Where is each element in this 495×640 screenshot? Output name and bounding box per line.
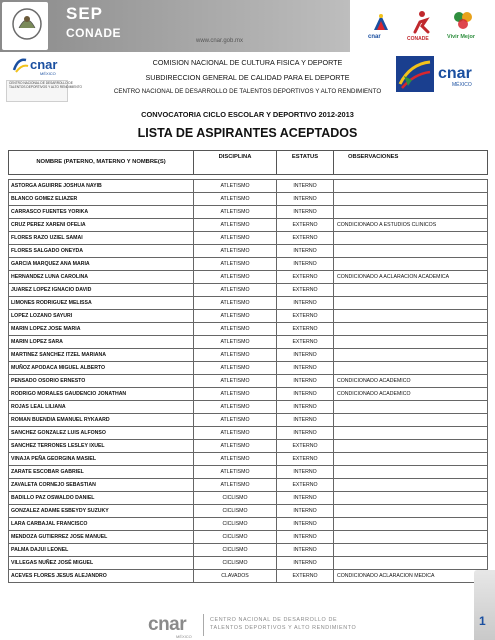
cell-status: EXTERNO	[277, 336, 334, 349]
cell-name: SANCHEZ GONZALEZ LUIS ALFONSO	[9, 427, 194, 440]
cell-status: INTERNO	[277, 206, 334, 219]
cell-observations: CONDICIONADO ACLARACION MEDICA	[334, 570, 488, 583]
cell-status: EXTERNO	[277, 219, 334, 232]
cell-name: LOPEZ LOZANO SAYURI	[9, 310, 194, 323]
cell-status: INTERNO	[277, 518, 334, 531]
org-line-subdireccion: SUBDIRECCION GENERAL DE CALIDAD PARA EL DEPORTE	[145, 73, 350, 82]
cell-discipline: CICLISMO	[194, 518, 277, 531]
cell-name: MENDOZA GUTIERREZ JOSE MANUEL	[9, 531, 194, 544]
cell-observations: CONDICIONADO ACADEMICO	[334, 375, 488, 388]
table-row	[9, 453, 488, 466]
cell-observations	[334, 206, 488, 219]
cell-discipline: ATLETISMO	[194, 349, 277, 362]
cell-observations	[334, 180, 488, 193]
cell-status: EXTERNO	[277, 440, 334, 453]
cell-name: MARTINEZ SANCHEZ ITZEL MARIANA	[9, 349, 194, 362]
cell-discipline: ATLETISMO	[194, 219, 277, 232]
cell-name: MUÑOZ APODACA MIGUEL ALBERTO	[9, 362, 194, 375]
cell-status: EXTERNO	[277, 271, 334, 284]
cell-discipline: ATLETISMO	[194, 336, 277, 349]
cell-name: FLORES SALGADO ONEYDA	[9, 245, 194, 258]
cell-discipline: ATLETISMO	[194, 453, 277, 466]
cell-observations	[334, 453, 488, 466]
table-row	[9, 323, 488, 336]
cell-name: PENSADO OSORIO ERNESTO	[9, 375, 194, 388]
cell-status: INTERNO	[277, 557, 334, 570]
centro-nacional-label-box	[6, 80, 83, 102]
cell-discipline: ATLETISMO	[194, 193, 277, 206]
footer-description-line-2: TALENTOS DEPORTIVOS Y ALTO RENDIMIENTO	[210, 625, 357, 631]
cell-observations	[334, 323, 488, 336]
cnar-small-logo-icon	[370, 12, 392, 34]
cell-status: INTERNO	[277, 180, 334, 193]
mexico-seal-frame	[2, 2, 48, 50]
org-line-centro: CENTRO NACIONAL DE DESARROLLO DE TALENTOS DEPORTIVOS Y ALTO RENDIMIENTO	[113, 88, 382, 95]
footer-cnar-wordmark: cnar	[148, 614, 187, 635]
cell-observations	[334, 414, 488, 427]
table-row	[9, 219, 488, 232]
cnar-left-mexico: MÉXICO	[40, 71, 56, 76]
cell-observations	[334, 518, 488, 531]
cnar-right-wordmark: cnar	[438, 65, 472, 82]
cell-observations	[334, 362, 488, 375]
table-header-row	[9, 151, 488, 175]
cell-name: MARIN LOPEZ SARA	[9, 336, 194, 349]
cell-name: LIMONES RODRIGUEZ MELISSA	[9, 297, 194, 310]
cell-observations	[334, 427, 488, 440]
cell-discipline: ATLETISMO	[194, 284, 277, 297]
vivir-mejor-logo-icon	[452, 10, 474, 32]
cell-discipline: ATLETISMO	[194, 440, 277, 453]
page-number: 1	[479, 614, 486, 628]
cell-status: INTERNO	[277, 544, 334, 557]
cell-status: EXTERNO	[277, 232, 334, 245]
cell-name: JUAREZ LOPEZ IGNACIO DAVID	[9, 284, 194, 297]
cell-status: INTERNO	[277, 401, 334, 414]
cnar-small-label: cnar	[368, 34, 381, 40]
cell-name: BADILLO PAZ OSWALDO DANIEL	[9, 492, 194, 505]
table-row	[9, 310, 488, 323]
aspirants-table	[8, 150, 488, 583]
cell-discipline: CICLISMO	[194, 557, 277, 570]
cell-status: INTERNO	[277, 531, 334, 544]
cell-name: PALMA DAJUI LEONEL	[9, 544, 194, 557]
cell-status: INTERNO	[277, 349, 334, 362]
cell-name: VINAJA PEÑA GEORGINA MASIEL	[9, 453, 194, 466]
cell-name: CARRASCO FUENTES YORIKA	[9, 206, 194, 219]
cell-observations	[334, 544, 488, 557]
cell-name: VILLEGAS NUÑEZ JOSÉ MIGUEL	[9, 557, 194, 570]
cell-observations	[334, 349, 488, 362]
cell-discipline: ATLETISMO	[194, 479, 277, 492]
cell-name: ZAVALETA CORNEJO SEBASTIAN	[9, 479, 194, 492]
cell-name: ASTORGA AGUIRRE JOSHUA NAYIB	[9, 180, 194, 193]
cell-observations	[334, 401, 488, 414]
table-row	[9, 518, 488, 531]
list-title: LISTA DE ASPIRANTES ACEPTADOS	[137, 126, 358, 140]
table-row	[9, 362, 488, 375]
cell-observations: CONDICIONADO A ACLARACION ACADEMICA	[334, 271, 488, 284]
convocatoria-title: CONVOCATORIA CICLO ESCOLAR Y DEPORTIVO 2012-2013	[141, 110, 354, 119]
cell-status: INTERNO	[277, 466, 334, 479]
cell-discipline: ATLETISMO	[194, 466, 277, 479]
table-row	[9, 544, 488, 557]
cell-name: LARA CARBAJAL FRANCISCO	[9, 518, 194, 531]
cell-status: INTERNO	[277, 193, 334, 206]
top-banner	[0, 0, 495, 52]
cell-observations	[334, 232, 488, 245]
site-url: www.cnar.gob.mx	[196, 38, 244, 44]
sep-label: SEP	[66, 4, 104, 23]
cell-observations: CONDICIONADO A ESTUDIOS CLINICOS	[334, 219, 488, 232]
table-row	[9, 284, 488, 297]
footer-divider	[203, 614, 204, 636]
table-row	[9, 427, 488, 440]
cell-name: FLORES RAZO UZIEL SAMAI	[9, 232, 194, 245]
mexico-seal-icon	[10, 6, 44, 46]
vivir-mejor-label: Vivir Mejor	[447, 34, 476, 40]
cell-name: ROJAS LEAL LILIANA	[9, 401, 194, 414]
table-row	[9, 336, 488, 349]
cell-discipline: CICLISMO	[194, 531, 277, 544]
table-row	[9, 271, 488, 284]
table-row	[9, 531, 488, 544]
cell-name: ZARATE ESCOBAR GABRIEL	[9, 466, 194, 479]
table-row	[9, 414, 488, 427]
cell-name: CRUZ PEREZ XARENI OFELIA	[9, 219, 194, 232]
footer-description-line-1: CENTRO NACIONAL DE DESARROLLO DE	[210, 617, 338, 623]
cell-discipline: ATLETISMO	[194, 271, 277, 284]
table-row	[9, 349, 488, 362]
cell-name: GARCIA MARQUEZ ANA MARIA	[9, 258, 194, 271]
cell-discipline: ATLETISMO	[194, 375, 277, 388]
cell-observations	[334, 193, 488, 206]
table-row	[9, 232, 488, 245]
cell-status: INTERNO	[277, 362, 334, 375]
cell-name: SANCHEZ TERRONES LESLEY IXUEL	[9, 440, 194, 453]
cell-discipline: ATLETISMO	[194, 180, 277, 193]
cnar-left-wordmark: cnar	[30, 57, 58, 72]
cell-observations	[334, 557, 488, 570]
cell-status: INTERNO	[277, 492, 334, 505]
header-name: NOMBRE (PATERNO, MATERNO Y NOMBRE(S)	[9, 151, 194, 175]
cell-discipline: CICLISMO	[194, 492, 277, 505]
cell-discipline: ATLETISMO	[194, 414, 277, 427]
cell-status: EXTERNO	[277, 570, 334, 583]
cell-observations	[334, 297, 488, 310]
cell-discipline: ATLETISMO	[194, 362, 277, 375]
table-row	[9, 557, 488, 570]
cell-status: EXTERNO	[277, 310, 334, 323]
cnar-logo-left-icon	[12, 54, 66, 76]
cell-observations	[334, 310, 488, 323]
table-row	[9, 492, 488, 505]
cell-observations: CONDICIONADO ACADEMICO	[334, 388, 488, 401]
cell-status: INTERNO	[277, 258, 334, 271]
cell-status: EXTERNO	[277, 284, 334, 297]
table-body	[9, 175, 488, 583]
header-observations: OBSERVACIONES	[334, 151, 488, 175]
cell-observations	[334, 258, 488, 271]
cell-discipline: CICLISMO	[194, 505, 277, 518]
cell-name: HERNANDEZ LUNA CAROLINA	[9, 271, 194, 284]
cell-discipline: ATLETISMO	[194, 310, 277, 323]
conade-small-label: CONADE	[407, 36, 429, 42]
cell-status: EXTERNO	[277, 323, 334, 336]
header-status: ESTATUS	[277, 151, 334, 175]
cell-discipline: ATLETISMO	[194, 427, 277, 440]
cell-status: EXTERNO	[277, 479, 334, 492]
table-row	[9, 505, 488, 518]
cell-observations	[334, 479, 488, 492]
table-row	[9, 375, 488, 388]
cell-name: ROMAN BUENDIA EMANUEL RYKAARD	[9, 414, 194, 427]
cell-discipline: CLAVADOS	[194, 570, 277, 583]
cell-name: ACEVES FLORES JESUS ALEJANDRO	[9, 570, 194, 583]
table-row	[9, 245, 488, 258]
cell-discipline: ATLETISMO	[194, 245, 277, 258]
cell-discipline: ATLETISMO	[194, 323, 277, 336]
table-row	[9, 206, 488, 219]
table-row	[9, 401, 488, 414]
cell-name: MARIN LOPEZ JOSE MARIA	[9, 323, 194, 336]
conade-small-logo-icon	[410, 10, 432, 36]
cell-status: INTERNO	[277, 375, 334, 388]
table-row	[9, 479, 488, 492]
cell-discipline: ATLETISMO	[194, 232, 277, 245]
cell-observations	[334, 284, 488, 297]
cell-observations	[334, 531, 488, 544]
cell-name: GONZALEZ ADAME ESBEYDY SUZUKY	[9, 505, 194, 518]
cell-discipline: ATLETISMO	[194, 258, 277, 271]
table-row	[9, 570, 488, 583]
centro-line-2: TALENTOS DEPORTIVOS Y ALTO RENDIMIENTO	[9, 85, 83, 89]
cell-observations	[334, 245, 488, 258]
header-discipline: DISCIPLINA	[194, 151, 277, 175]
page-footer	[0, 606, 495, 640]
cell-discipline: ATLETISMO	[194, 401, 277, 414]
cell-status: EXTERNO	[277, 453, 334, 466]
conade-label: CONADE	[66, 26, 122, 40]
org-line-comision: COMISION NACIONAL DE CULTURA FISICA Y DEPORTE	[152, 58, 343, 67]
footer-mexico-label: MÉXICO	[176, 634, 192, 639]
cell-observations	[334, 466, 488, 479]
cell-status: INTERNO	[277, 505, 334, 518]
cell-status: INTERNO	[277, 427, 334, 440]
table-row	[9, 193, 488, 206]
cnar-right-mexico: MÉXICO	[452, 82, 472, 88]
cell-observations	[334, 440, 488, 453]
table-row	[9, 180, 488, 193]
cell-status: INTERNO	[277, 414, 334, 427]
table-row	[9, 297, 488, 310]
table-row	[9, 466, 488, 479]
cell-discipline: ATLETISMO	[194, 206, 277, 219]
cell-discipline: CICLISMO	[194, 544, 277, 557]
cell-observations	[334, 505, 488, 518]
cell-status: INTERNO	[277, 297, 334, 310]
cell-discipline: ATLETISMO	[194, 388, 277, 401]
cell-name: RODRIGO MORALES GAUDENCIO JONATHAN	[9, 388, 194, 401]
centro-line-1: CENTRO NACIONAL DE DESARROLLO DE	[9, 81, 73, 85]
cell-observations	[334, 336, 488, 349]
table-row	[9, 258, 488, 271]
cell-observations	[334, 492, 488, 505]
cell-status: INTERNO	[277, 245, 334, 258]
cell-name: BLANCO GOMEZ ELIAZER	[9, 193, 194, 206]
table-row	[9, 440, 488, 453]
cell-status: INTERNO	[277, 388, 334, 401]
cell-discipline: ATLETISMO	[194, 297, 277, 310]
table-row	[9, 388, 488, 401]
